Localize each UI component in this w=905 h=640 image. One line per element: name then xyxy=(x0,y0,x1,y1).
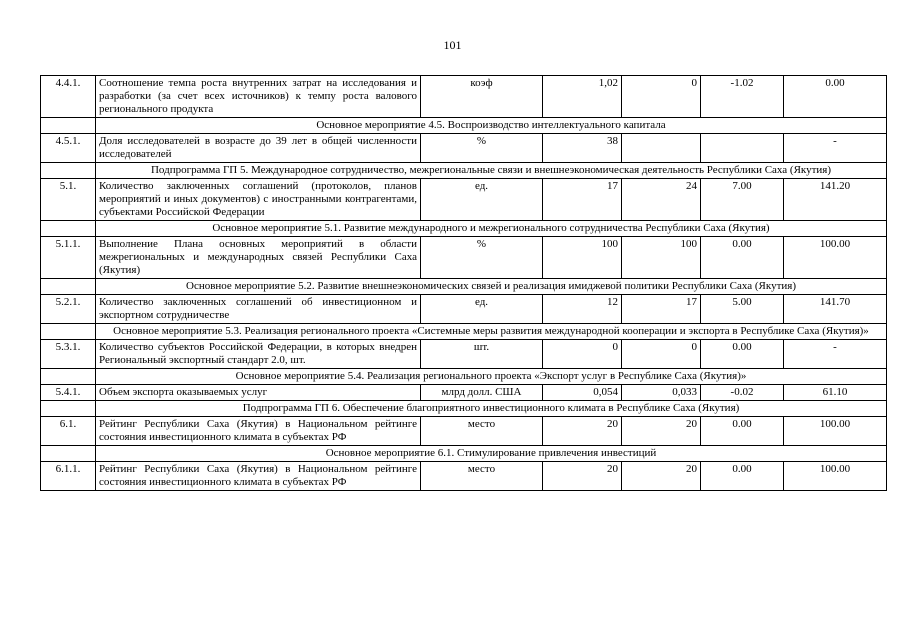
indicator-name: Рейтинг Республики Саха (Якутия) в Национальном рейтинге состояния инвестиционного климата в субъектах РФ xyxy=(96,417,421,446)
value-cell: 0,033 xyxy=(622,385,701,401)
table-row xyxy=(41,134,887,163)
deviation-cell: 0.00 xyxy=(701,462,784,491)
indicator-number: 5.1. xyxy=(41,179,96,221)
deviation-cell: -1.02 xyxy=(701,76,784,118)
section-title: Основное мероприятие 4.5. Воспроизводство интеллектуального капитала xyxy=(96,118,887,134)
indicator-number: 6.1.1. xyxy=(41,462,96,491)
table-row xyxy=(41,179,887,221)
percent-cell: 100.00 xyxy=(784,462,887,491)
unit-cell: % xyxy=(421,237,543,279)
deviation-cell: -0.02 xyxy=(701,385,784,401)
table-row xyxy=(41,385,887,401)
row-spacer-cell xyxy=(41,401,96,417)
table-row xyxy=(41,76,887,118)
indicator-number: 5.2.1. xyxy=(41,295,96,324)
indicators-table xyxy=(40,75,887,491)
value-cell: 20 xyxy=(543,462,622,491)
value-cell: 0 xyxy=(543,340,622,369)
indicator-name: Рейтинг Республики Саха (Якутия) в Национальном рейтинге состояния инвестиционного климата в субъектах РФ xyxy=(96,462,421,491)
page-number: 101 xyxy=(443,38,462,52)
value-cell: 100 xyxy=(543,237,622,279)
percent-cell: 100.00 xyxy=(784,417,887,446)
value-cell: 12 xyxy=(543,295,622,324)
unit-cell: ед. xyxy=(421,295,543,324)
unit-cell: место xyxy=(421,417,543,446)
unit-cell: шт. xyxy=(421,340,543,369)
value-cell: 20 xyxy=(622,417,701,446)
section-row xyxy=(41,118,887,134)
deviation-cell: 0.00 xyxy=(701,340,784,369)
percent-cell: 100.00 xyxy=(784,237,887,279)
value-cell: 17 xyxy=(543,179,622,221)
section-row xyxy=(41,369,887,385)
indicator-number: 4.5.1. xyxy=(41,134,96,163)
indicator-number: 5.1.1. xyxy=(41,237,96,279)
percent-cell: 61.10 xyxy=(784,385,887,401)
indicator-name: Количество заключенных соглашений об инвестиционном и экспортном сотрудничестве xyxy=(96,295,421,324)
value-cell: 0,054 xyxy=(543,385,622,401)
section-row xyxy=(41,279,887,295)
row-spacer-cell xyxy=(41,163,96,179)
value-cell: 0 xyxy=(622,340,701,369)
unit-cell: место xyxy=(421,462,543,491)
unit-cell: млрд долл. США xyxy=(421,385,543,401)
percent-cell: 0.00 xyxy=(784,76,887,118)
value-cell: 100 xyxy=(622,237,701,279)
unit-cell: ед. xyxy=(421,179,543,221)
indicator-number: 5.4.1. xyxy=(41,385,96,401)
deviation-cell: 7.00 xyxy=(701,179,784,221)
table-row xyxy=(41,340,887,369)
value-cell: 38 xyxy=(543,134,622,163)
indicator-number: 6.1. xyxy=(41,417,96,446)
deviation-cell: 5.00 xyxy=(701,295,784,324)
section-title: Подпрограмма ГП 6. Обеспечение благоприятного инвестиционного климата в Республике Саха (Якутия) xyxy=(96,401,887,417)
indicator-name: Соотношение темпа роста внутренних затрат на исследования и разработки (за счет всех источников) к темпу роста валового регионального продукта xyxy=(96,76,421,118)
row-spacer-cell xyxy=(41,446,96,462)
indicator-name: Доля исследователей в возрасте до 39 лет в общей численности исследователей xyxy=(96,134,421,163)
indicator-number: 5.3.1. xyxy=(41,340,96,369)
percent-cell: 141.20 xyxy=(784,179,887,221)
value-cell: 0 xyxy=(622,76,701,118)
row-spacer-cell xyxy=(41,369,96,385)
value-cell: 24 xyxy=(622,179,701,221)
section-title: Подпрограмма ГП 5. Международное сотрудничество, межрегиональные связи и внешнеэкономическая деятельность Республики Саха (Якутия) xyxy=(96,163,887,179)
row-spacer-cell xyxy=(41,221,96,237)
value-cell: 20 xyxy=(622,462,701,491)
indicator-number: 4.4.1. xyxy=(41,76,96,118)
percent-cell: - xyxy=(784,340,887,369)
indicator-name: Количество субъектов Российской Федерации, в которых внедрен Региональный экспортный стандарт 2.0, шт. xyxy=(96,340,421,369)
table-row xyxy=(41,295,887,324)
section-title: Основное мероприятие 5.4. Реализация регионального проекта «Экспорт услуг в Республике Саха (Якутия)» xyxy=(96,369,887,385)
deviation-cell: 0.00 xyxy=(701,237,784,279)
value-cell xyxy=(622,134,701,163)
indicator-name: Объем экспорта оказываемых услуг xyxy=(96,385,421,401)
unit-cell: % xyxy=(421,134,543,163)
percent-cell: 141.70 xyxy=(784,295,887,324)
table-row xyxy=(41,462,887,491)
deviation-cell xyxy=(701,134,784,163)
value-cell: 20 xyxy=(543,417,622,446)
row-spacer-cell xyxy=(41,324,96,340)
percent-cell: - xyxy=(784,134,887,163)
table-row xyxy=(41,237,887,279)
section-row xyxy=(41,163,887,179)
unit-cell: коэф xyxy=(421,76,543,118)
row-spacer-cell xyxy=(41,118,96,134)
row-spacer-cell xyxy=(41,279,96,295)
section-row xyxy=(41,324,887,340)
indicator-name: Количество заключенных соглашений (протоколов, планов мероприятий и иных документов) с иностранными контрагентами, субъектами Российской Федерации xyxy=(96,179,421,221)
section-title: Основное мероприятие 5.3. Реализация регионального проекта «Системные меры развития международной кооперации и экспорта в Республике Саха (Якутия)» xyxy=(96,324,887,340)
value-cell: 17 xyxy=(622,295,701,324)
section-title: Основное мероприятие 5.1. Развитие международного и межрегионального сотрудничества Республики Саха (Якутия) xyxy=(96,221,887,237)
indicator-name: Выполнение Плана основных мероприятий в области межрегиональных и международных связей Республики Саха (Якутия) xyxy=(96,237,421,279)
section-row xyxy=(41,446,887,462)
section-row xyxy=(41,221,887,237)
section-title: Основное мероприятие 5.2. Развитие внешнеэкономических связей и реализация имиджевой политики Республики Саха (Якутия) xyxy=(96,279,887,295)
value-cell: 1,02 xyxy=(543,76,622,118)
section-row xyxy=(41,401,887,417)
section-title: Основное мероприятие 6.1. Стимулирование привлечения инвестиций xyxy=(96,446,887,462)
table-row xyxy=(41,417,887,446)
deviation-cell: 0.00 xyxy=(701,417,784,446)
